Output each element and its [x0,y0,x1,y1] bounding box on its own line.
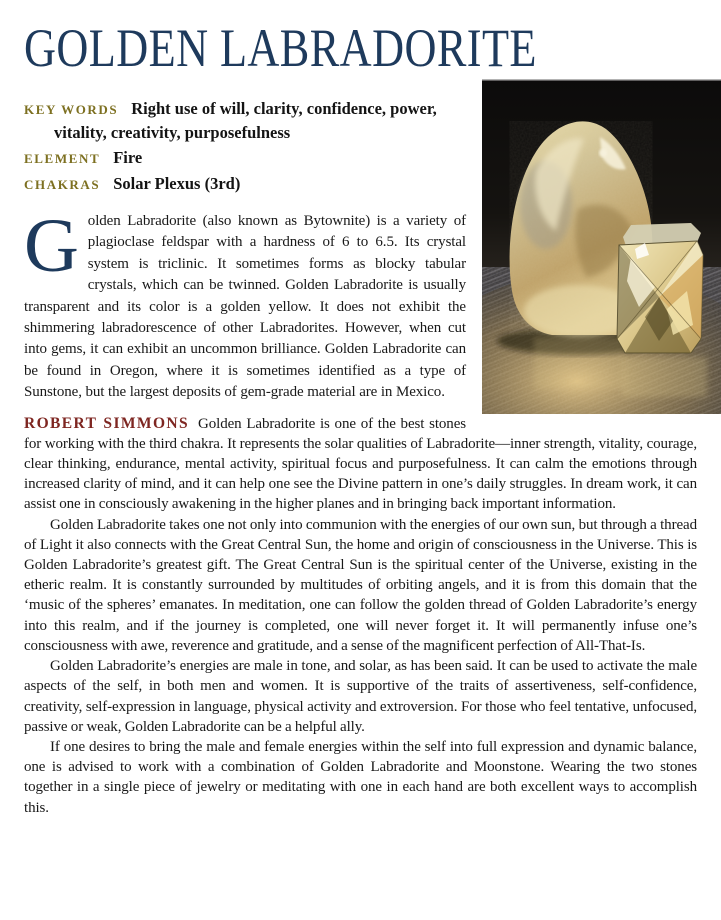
element-value: Fire [113,148,143,167]
chakras-label: CHAKRAS [24,177,101,192]
stone-photo [482,79,721,414]
keywords-value: Right use of will, clarity, confidence, power, vitality, creativity, purposefulness [54,99,437,142]
chakras-value: Solar Plexus (3rd) [113,174,241,193]
author-paragraph-3: Golden Labradorite’s energies are male in tone, and solar, as has been said. It can be used to activate the male aspects of the self, in both men and women. It is supportive of the traits of assertiveness, self-confidence, creativity, self-expression in language, physical activity and extroversion. For those who feel tentative, unfocused, passive or weak, Golden Labradorite can be a helpful ally. [24,658,697,735]
keywords-label: KEY WORDS [24,102,119,117]
author-section [24,414,697,818]
author-paragraph-1-text: Golden Labradorite is one of the best stones for working with the third chakra. It represents the solar qualities of Labradorite—inner strength, vitality, courage, clear thinking, endurance, mental activity, spiritual focus and purposefulness. It can calm the emotions through increased clarity of mind, and it can help one see the Divine pattern in one’s daily struggles. In dream work, it can assist one in consciously awakening in the higher planes and in bringing back important information. [24,415,697,513]
element-label: ELEMENT [24,151,101,166]
author-paragraph-1 [24,414,697,515]
drop-cap: G [24,204,79,288]
author-name: ROBERT SIMMONS [24,414,190,432]
author-paragraph-4: If one desires to bring the male and female energies within the self into full expression and dynamic balance, one is advised to work with a combination of Golden Labradorite and Moonstone. Wearing the two stones together in a single piece of jewelry or meditating with one in each hand are both excellent ways to accomplish this. [24,738,697,816]
page-title [24,20,697,76]
author-paragraph-2: Golden Labradorite takes one not only into communion with the energies of our own sun, but through a thread of Light it also connects with the Great Central Sun, the home and origin of consciousness in the Universe. This is Golden Labradorite’s greatest gift. The Great Central Sun is the spiritual center of the Universe, existing in the etheric realm. It is constantly surrounded by multitudes of orbiting angels, and it is from this domain that the ‘music of the spheres’ emanates. In meditation, one can follow the golden thread of Golden Labradorite’s energy into this realm, and if the journey is completed, one will never forget it. It will permanently infuse one’s consciousness with awe, reverence and gratitude, and a sense of the magnificent perfection of All-That-Is. [24,516,697,654]
intro-text: olden Labradorite (also known as Bytownite) is a variety of plagioclase feldspar with a hardness of 6 to 6.5. Its crystal system is triclinic. It sometimes forms as blocky tabular crystals, which can be twinned. Golden Labradorite is usually transparent and its color is a golden yellow. It does not exhibit the shimmering labradorescence of other Labradorites. However, when cut into gems, it can exhibit an uncommon brilliance. Golden Labradorite can be found in Oregon, where it is sometimes identified as a type of Sunstone, but the largest deposits of gem-grade material are in Mexico. [24,213,466,401]
golden-labradorite-photo-icon [482,79,721,414]
page-title-text: GOLDEN LABRADORITE [24,18,537,78]
